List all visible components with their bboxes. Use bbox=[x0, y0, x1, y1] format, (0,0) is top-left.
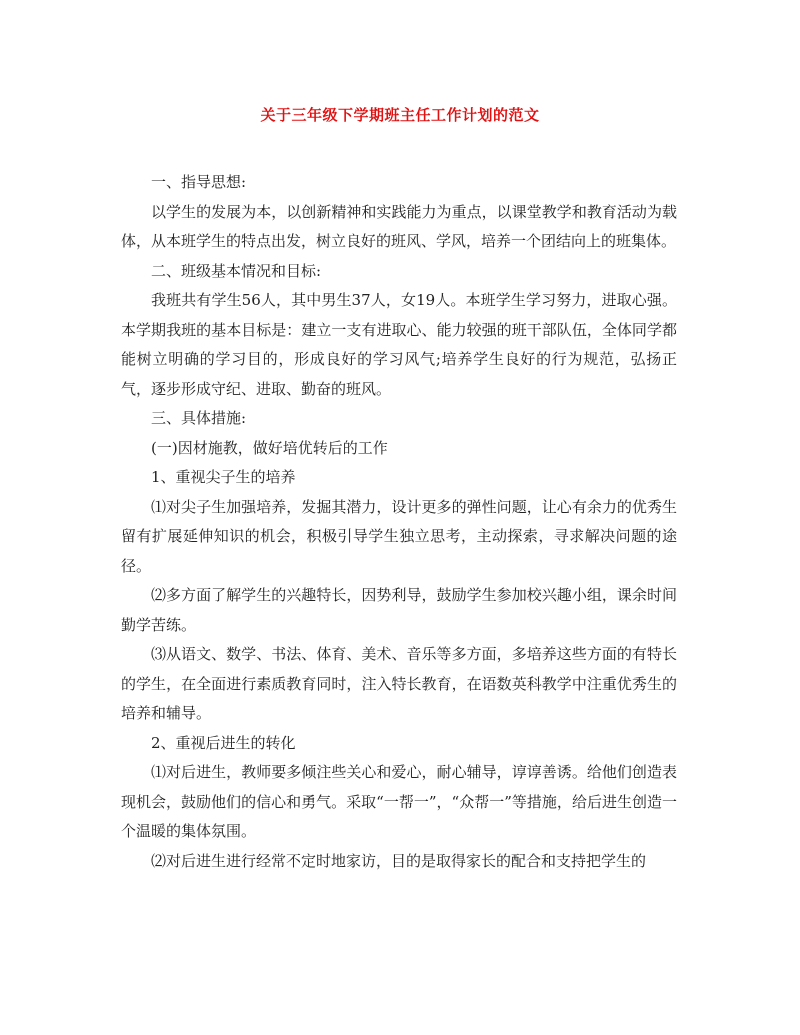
subheading: 2、重视后进生的转化 bbox=[151, 733, 296, 752]
heading-specific-measures: 三、具体措施: bbox=[151, 409, 247, 427]
list-item: ⑶从语文、数学、书法、体育、美术、音乐等多方面，多培养这些方面的有特长的学生，在全面进行素质教育同时，注入特长教育，在语数英科教学中注重优秀生的培养和辅导。 bbox=[121, 645, 677, 722]
document-body bbox=[121, 168, 677, 876]
list-item: ⑵多方面了解学生的兴趣特长，因势利导，鼓励学生参加校兴趣小组，课余时间勤学苦练。 bbox=[121, 586, 677, 634]
list-item: ⑴对尖子生加强培养，发掘其潜力，设计更多的弹性问题，让心有余力的优秀生留有扩展延伸知识的机会，积极引导学生独立思考，主动探索，寻求解决问题的途径。 bbox=[121, 497, 677, 575]
subheading: 1、重视尖子生的培养 bbox=[151, 468, 296, 486]
document-title: 关于三年级下学期班主任工作计划的范文 bbox=[260, 106, 540, 124]
heading-class-situation: 二、班级基本情况和目标: bbox=[151, 261, 322, 280]
list-item: ⑵对后进生进行经常不定时地家访，目的是取得家长的配合和支持把学生的 bbox=[151, 851, 647, 870]
paragraph: 以学生的发展为本，以创新精神和实践能力为重点，以课堂教学和教育活动为载体，从本班学生的特点出发，树立良好的班风、学风，培养一个团结向上的班集体。 bbox=[121, 202, 677, 250]
paragraph: 我班共有学生56人，其中男生37人，女19人。本班学生学习努力，进取心强。本学期我班的基本目标是：建立一支有进取心、能力较强的班干部队伍，全体同学都能树立明确的学习目的，形成良好的学习风气;培养学生良好的行为规范，弘扬正气，逐步形成守纪、进取、勤奋的班风。 bbox=[121, 291, 677, 398]
heading-guiding-thought: 一、指导思想: bbox=[151, 173, 247, 191]
subheading: (一)因材施教，做好培优转后的工作 bbox=[151, 438, 388, 457]
list-item: ⑴对后进生，教师要多倾注些关心和爱心，耐心辅导，谆谆善诱。给他们创造表现机会，鼓励他们的信心和勇气。采取“一帮一”，“众帮一”等措施，给后进生创造一个温暖的集体氛围。 bbox=[121, 763, 677, 840]
